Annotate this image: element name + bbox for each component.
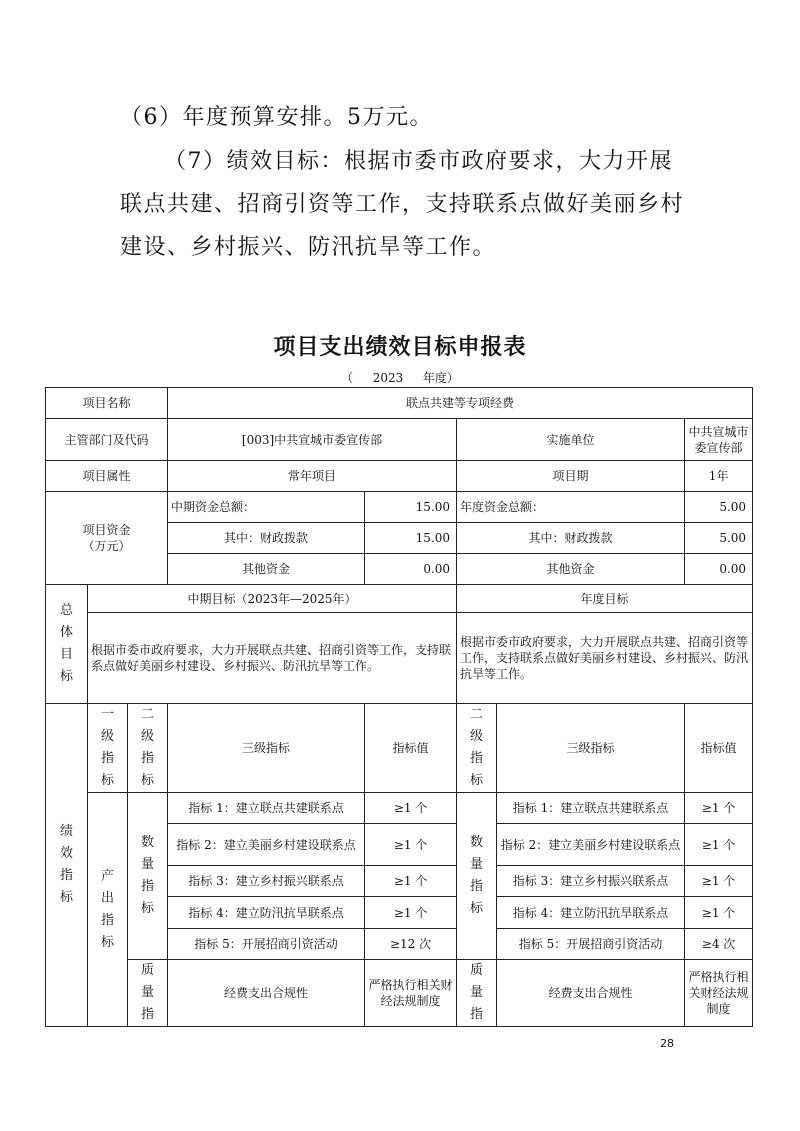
indicator-value-right: ≥4 次 — [685, 929, 753, 960]
performance-table — [45, 387, 753, 1027]
level1-header-text: 一级指标 — [100, 707, 114, 788]
attr-value: 常年项目 — [168, 461, 457, 492]
funds-year-label: 年度资金总额： — [457, 492, 685, 523]
year-value: 2023 — [372, 371, 404, 385]
page-number: 28 — [660, 1037, 674, 1050]
funds-mid-value: 0.00 — [365, 554, 457, 585]
quality-indicator-value: 严格执行相关财经法规制度 — [365, 960, 457, 1027]
quality-indicator-value-right: 严格执行相关财经法规制度 — [685, 960, 753, 1027]
year-open: （ — [341, 371, 354, 385]
funds-mid-value: 15.00 — [365, 523, 457, 554]
indicator-value-right: ≥1 个 — [685, 793, 753, 824]
indicator-value-right: ≥1 个 — [685, 866, 753, 897]
indicator-name: 指标 1：建立联点共建联系点 — [168, 793, 365, 824]
quality-indicator-name-right: 经费支出合规性 — [497, 960, 685, 1027]
year-line — [0, 369, 800, 386]
year-suffix: 年度） — [422, 371, 459, 385]
level3-header-right: 三级指标 — [497, 704, 685, 793]
level3-header: 三级指标 — [168, 704, 365, 793]
output-indicator-label — [88, 793, 128, 1027]
indicator-value: ≥12 次 — [365, 929, 457, 960]
impl-label: 实施单位 — [457, 419, 685, 461]
indicator-value: ≥1 个 — [365, 824, 457, 866]
goal-paragraph: （7）绩效目标：根据市委市政府要求，大力开展联点共建、招商引资等工作，支持联系点做好美丽乡村建设、乡村振兴、防汛抗旱等工作。 — [120, 149, 685, 260]
funds-year-label: 其他资金 — [457, 554, 685, 585]
quality-indicator-name: 经费支出合规性 — [168, 960, 365, 1027]
quantity-indicator-label-right — [457, 793, 497, 960]
indicator-value: ≥1 个 — [365, 897, 457, 929]
year-goal-text: 根据市委市政府要求，大力开展联点共建、招商引资等工作，支持联系点做好美丽乡村建设、乡村振兴、防汛抗旱等工作。 — [457, 613, 753, 704]
level1-header — [88, 704, 128, 793]
year-goal-header: 年度目标 — [457, 585, 753, 613]
indicator-name-right: 指标 2：建立美丽乡村建设联系点 — [497, 824, 685, 866]
quantity-indicator-label-text: 数量指标 — [141, 835, 155, 916]
funds-year-label: 其中：财政拨款 — [457, 523, 685, 554]
project-name-value: 联点共建等专项经费 — [168, 388, 753, 419]
funds-mid-value: 15.00 — [365, 492, 457, 523]
attr-label: 项目属性 — [46, 461, 168, 492]
overall-goal-label — [46, 585, 88, 704]
output-indicator-label-text: 产出指标 — [100, 868, 114, 950]
funds-label-line1: 项目资金 — [82, 523, 131, 537]
dept-label: 主管部门及代码 — [46, 419, 168, 461]
funds-year-value: 0.00 — [685, 554, 753, 585]
indicator-name: 指标 2：建立美丽乡村建设联系点 — [168, 824, 365, 866]
funds-mid-label: 其中：财政拨款 — [168, 523, 365, 554]
indicator-value-right: ≥1 个 — [685, 897, 753, 929]
table-title: 项目支出绩效目标申报表 — [273, 335, 527, 360]
quality-indicator-label-right — [457, 960, 497, 1027]
mid-goal-text: 根据市委市政府要求，大力开展联点共建、招商引资等工作，支持联系点做好美丽乡村建设、乡村振兴、防汛抗旱等工作。 — [88, 613, 457, 704]
value-header-right: 指标值 — [685, 704, 753, 793]
funds-label — [46, 492, 168, 585]
indicator-name: 指标 3：建立乡村振兴联系点 — [168, 866, 365, 897]
indicator-name-right: 指标 4：建立防汛抗旱联系点 — [497, 897, 685, 929]
period-value: 1年 — [685, 461, 753, 492]
mid-goal-header: 中期目标（2023年—2025年） — [88, 585, 457, 613]
level2-header-text: 二级指标 — [141, 707, 155, 788]
value-header: 指标值 — [365, 704, 457, 793]
funds-year-value: 5.00 — [685, 523, 753, 554]
level2-header-right — [457, 704, 497, 793]
funds-mid-label: 其他资金 — [168, 554, 365, 585]
indicator-name: 指标 4：建立防汛抗旱联系点 — [168, 897, 365, 929]
quality-indicator-label — [128, 960, 168, 1027]
quantity-indicator-label-right-text: 数量指标 — [470, 835, 484, 916]
indicator-name: 指标 5：开展招商引资活动 — [168, 929, 365, 960]
budget-paragraph: （6）年度预算安排。5万元。 — [120, 105, 433, 130]
level2-header-right-text: 二级指标 — [470, 707, 484, 788]
period-label: 项目期 — [457, 461, 685, 492]
funds-mid-label: 中期资金总额： — [168, 492, 365, 523]
quality-indicator-label-right-text: 质量指 — [470, 963, 484, 1022]
overall-goal-label-text: 总体目标 — [59, 603, 73, 684]
dept-value: [003]中共宣城市委宣传部 — [168, 419, 457, 461]
indicator-name-right: 指标 3：建立乡村振兴联系点 — [497, 866, 685, 897]
funds-year-value: 5.00 — [685, 492, 753, 523]
perf-indicators-label — [46, 704, 88, 1027]
funds-label-line2: （万元） — [82, 539, 131, 553]
level2-header — [128, 704, 168, 793]
quality-indicator-label-text: 质量指 — [141, 963, 155, 1022]
project-name-label: 项目名称 — [46, 388, 168, 419]
indicator-value: ≥1 个 — [365, 866, 457, 897]
indicator-name-right: 指标 5：开展招商引资活动 — [497, 929, 685, 960]
indicator-name-right: 指标 1：建立联点共建联系点 — [497, 793, 685, 824]
indicator-value: ≥1 个 — [365, 793, 457, 824]
quantity-indicator-label — [128, 793, 168, 960]
indicator-value-right: ≥1 个 — [685, 824, 753, 866]
perf-indicators-label-text: 绩效指标 — [59, 824, 73, 905]
impl-value: 中共宣城市委宣传部 — [685, 419, 753, 461]
